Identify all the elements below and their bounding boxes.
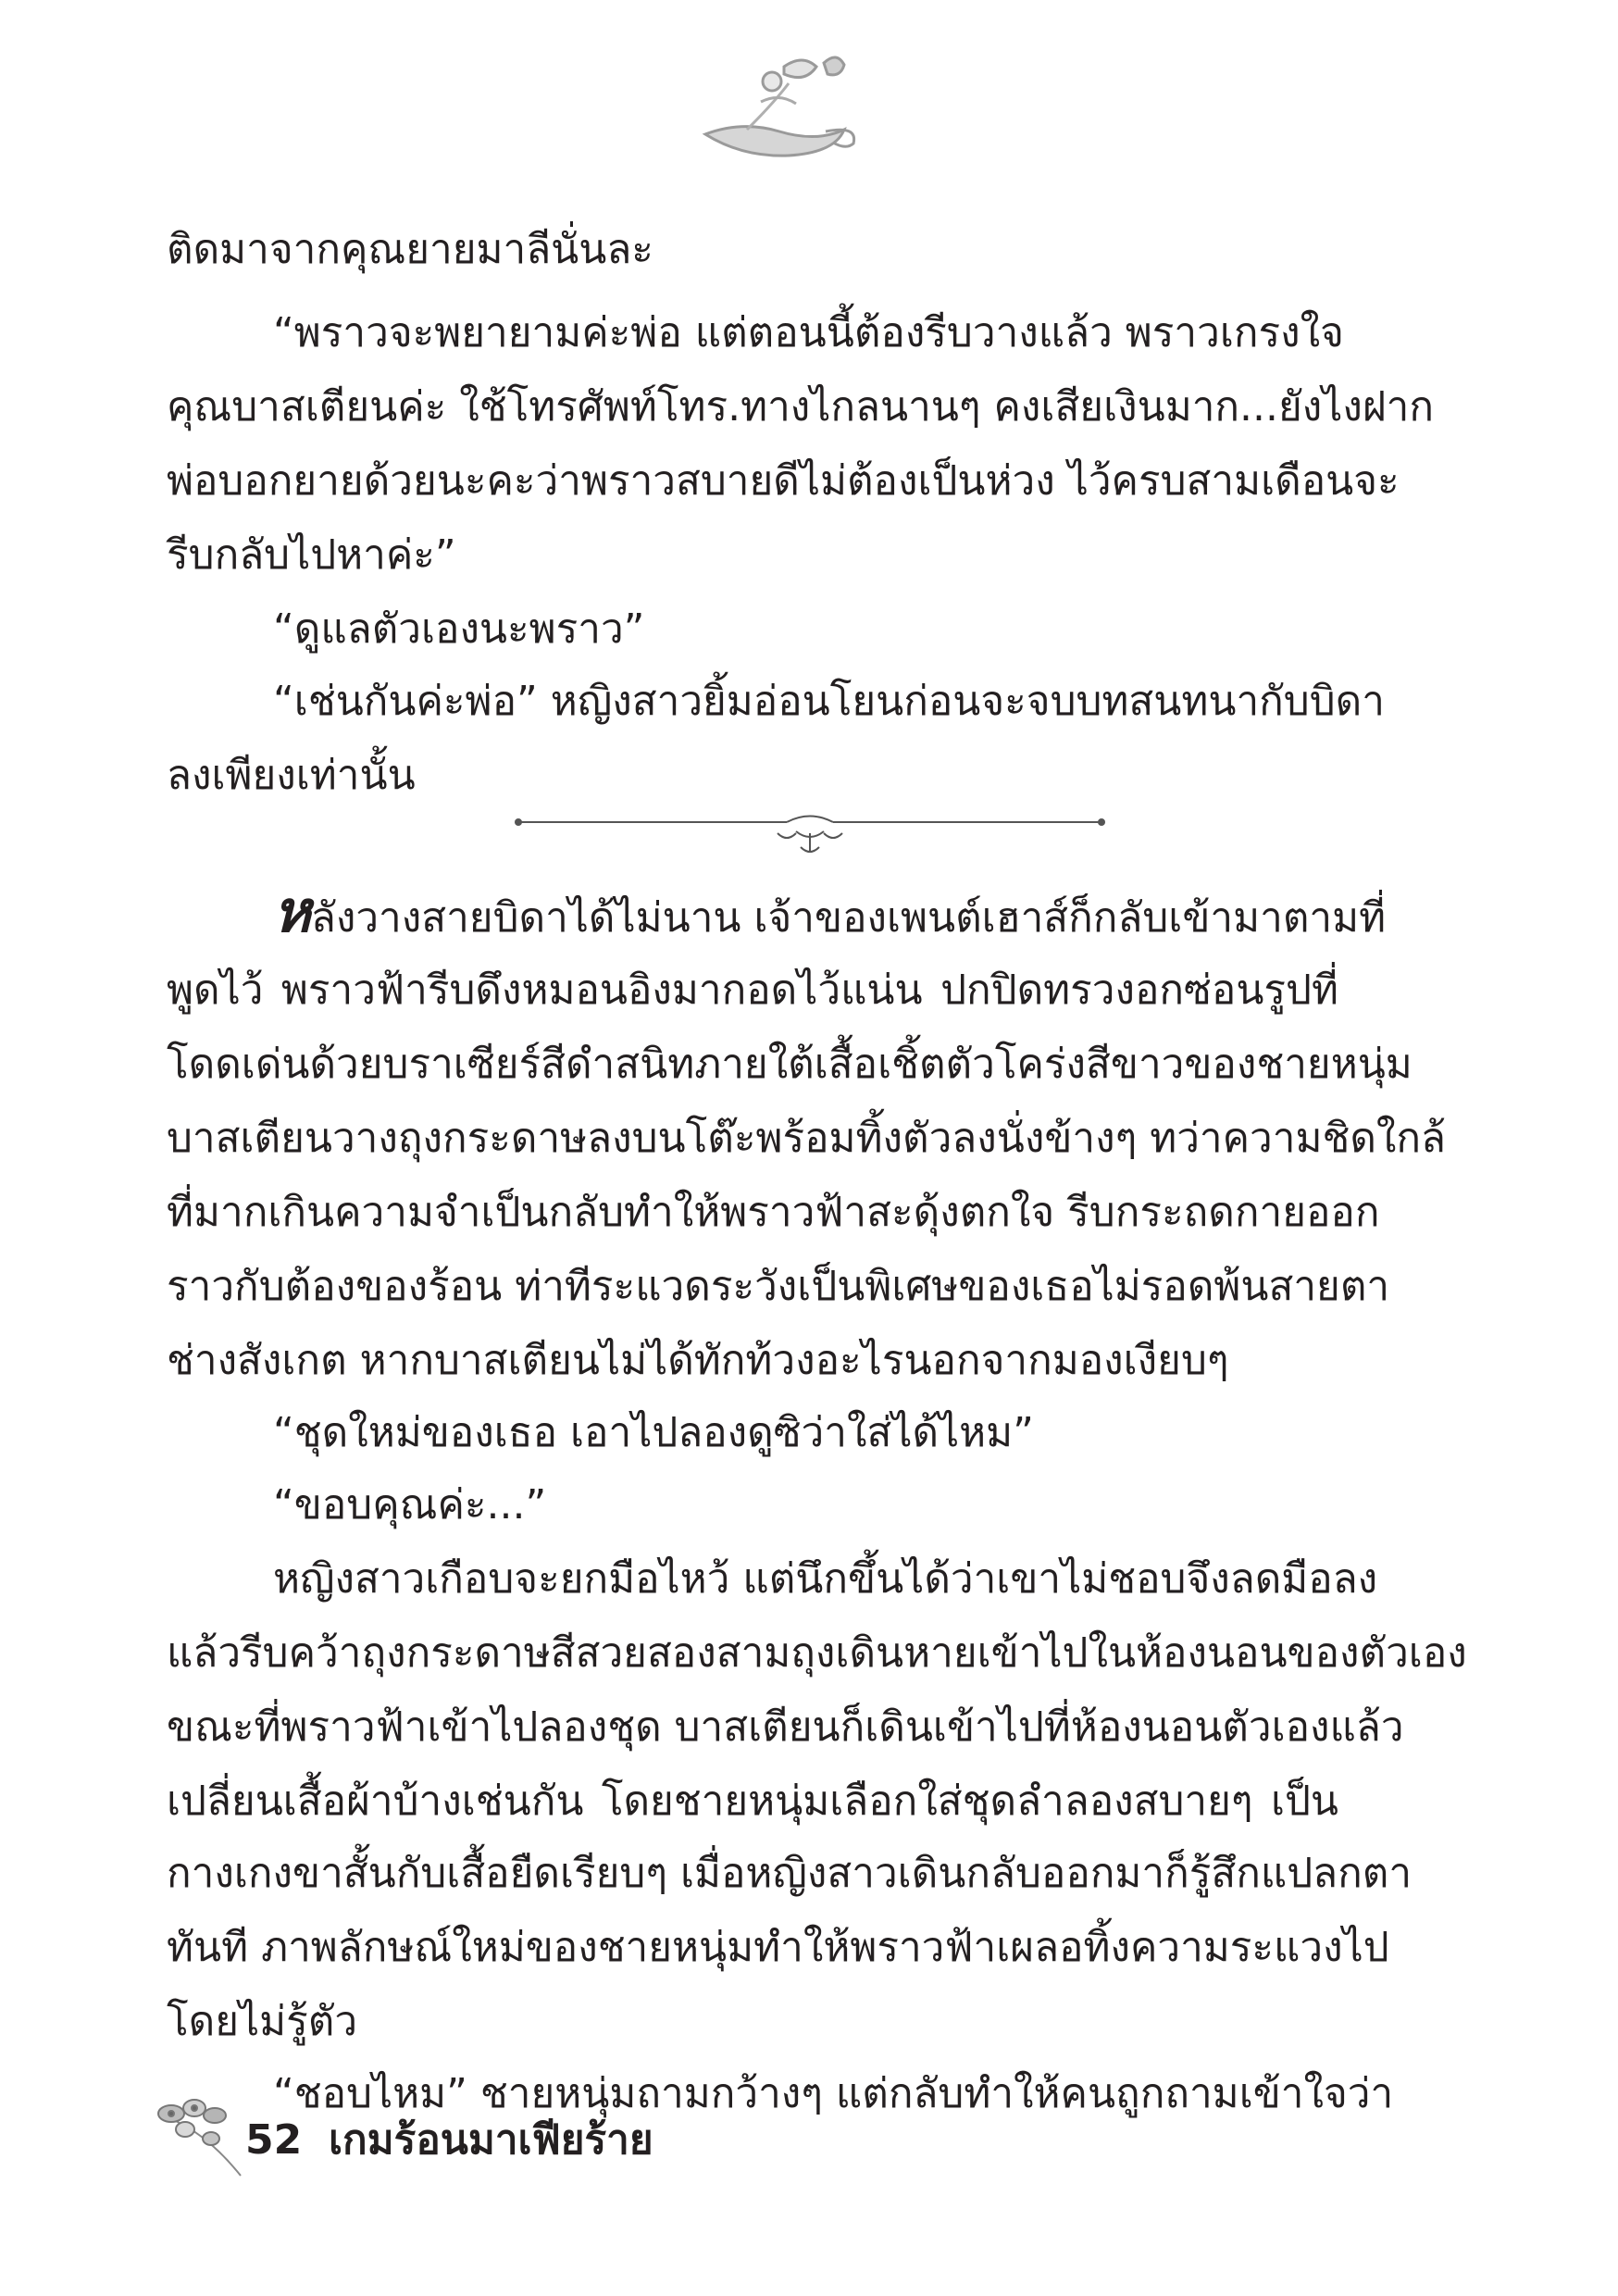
text-line: ขณะที่พราวฟ้าเข้าไปลองชุด บาสเตียนก็เดินเข้าไปที่ห้องนอนตัวเองแล้ว <box>167 1703 1404 1751</box>
text-line: ราวกับต้องของร้อน ท่าทีระแวดระวังเป็นพิเศษของเธอไม่รอดพ้นสายตา <box>167 1263 1390 1310</box>
text-line: ลงเพียงเท่านั้น <box>167 752 416 799</box>
text-line: กางเกงขาสั้นกับเสื้อยืดเรียบๆ เมื่อหญิงสาวเดินกลับออกมาก็รู้สึกแปลกตา <box>167 1850 1413 1897</box>
text-line: “ชุดใหม่ของเธอ เอาไปลองดูซิว่าใส่ได้ไหม” <box>273 1409 1034 1456</box>
text-line: โดดเด่นด้วยบราเซียร์สีดำสนิทภายใต้เสื้อเชิ้ตตัวโคร่งสีขาวของชายหนุ่ม <box>167 1041 1413 1088</box>
text-line: หญิงสาวเกือบจะยกมือไหว้ แต่นึกขึ้นได้ว่าเขาไม่ชอบจึงลดมือลง <box>273 1555 1378 1603</box>
text-line <box>273 878 1387 946</box>
text-line: เปลี่ยนเสื้อผ้าบ้างเช่นกัน โดยชายหนุ่มเลือกใส่ชุดลำลองสบายๆ เป็น <box>167 1778 1338 1825</box>
orchid-flower-icon <box>148 2088 250 2180</box>
text-line: “เช่นกันค่ะพ่อ” หญิงสาวยิ้มอ่อนโยนก่อนจะจบบทสนทนากับบิดา <box>273 678 1385 725</box>
text-line: “ชอบไหม” ชายหนุ่มถามกว้างๆ แต่กลับทำให้คนถูกถามเข้าใจว่า <box>273 2070 1394 2117</box>
scroll-divider-icon <box>509 805 1111 861</box>
text-line: ช่างสังเกต หากบาสเตียนไม่ได้ทักท้วงอะไรนอกจากมองเงียบๆ <box>167 1337 1229 1384</box>
text-line: “พราวจะพยายามค่ะพ่อ แต่ตอนนี้ต้องรีบวางแล้ว พราวเกรงใจ <box>273 309 1344 356</box>
text-line: พูดไว้ พราวฟ้ารีบดึงหมอนอิงมากอดไว้แน่น ปกปิดทรวงอกซ่อนรูปที่ <box>167 967 1338 1014</box>
lamp-ornament-icon <box>687 46 872 167</box>
text-line: ติดมาจากคุณยายมาลีนั่นละ <box>167 226 653 273</box>
text-line: “ดูแลตัวเองนะพราว” <box>273 605 645 653</box>
text-line: พ่อบอกยายด้วยนะคะว่าพราวสบายดีไม่ต้องเป็นห่วง ไว้ครบสามเดือนจะ <box>167 457 1400 505</box>
text-line: คุณบาสเตียนค่ะ ใช้โทรศัพท์โทร.ทางไกลนานๆ คงเสียเงินมาก...ยังไงฝาก <box>167 383 1435 430</box>
text-line: รีบกลับไปหาค่ะ” <box>167 531 456 579</box>
text-line: ทันที ภาพลักษณ์ใหม่ของชายหนุ่มทำให้พราวฟ้าเผลอทิ้งความระแวงไป <box>167 1924 1389 1971</box>
page-number: 52 <box>245 2116 303 2164</box>
book-title: เกมร้อนมาเฟียร้าย <box>329 2116 653 2164</box>
text-line: บาสเตียนวางถุงกระดาษลงบนโต๊ะพร้อมทิ้งตัวลงนั่งข้างๆ ทว่าความชิดใกล้ <box>167 1115 1447 1162</box>
drop-cap-line-text: ลังวางสายบิดาได้ไม่นาน เจ้าของเพนต์เฮาส์ก็กลับเข้ามาตามที่ <box>310 894 1387 942</box>
text-line: “ขอบคุณค่ะ...” <box>273 1481 547 1529</box>
text-line: แล้วรีบคว้าถุงกระดาษสีสวยสองสามถุงเดินหายเข้าไปในห้องนอนของตัวเอง <box>167 1629 1467 1677</box>
text-line: ที่มากเกินความจำเป็นกลับทำให้พราวฟ้าสะดุ้งตกใจ รีบกระถดกายออก <box>167 1189 1380 1236</box>
text-line: โดยไม่รู้ตัว <box>167 1998 358 2045</box>
drop-cap: ห <box>273 878 311 945</box>
